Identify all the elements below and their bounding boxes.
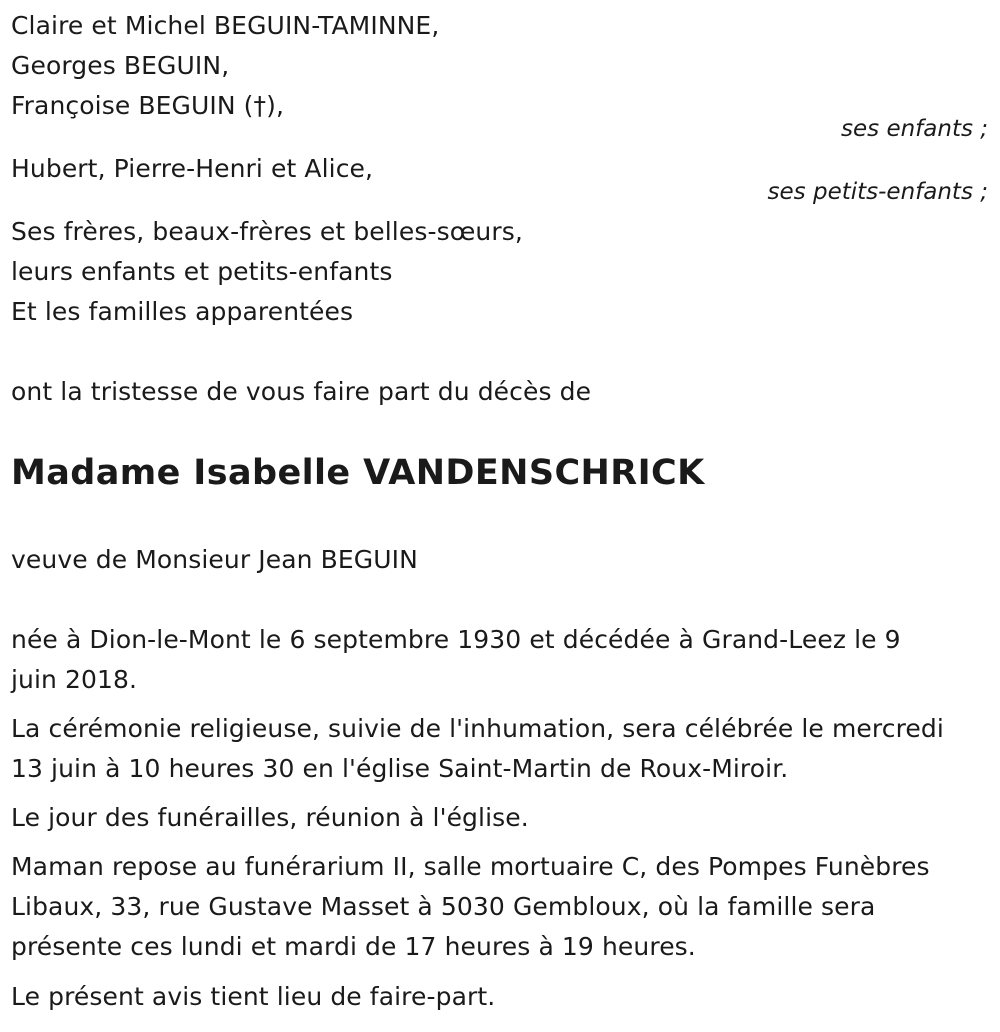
extended-family-line-2: leurs enfants et petits-enfants bbox=[11, 257, 393, 286]
birth-death-line-1: née à Dion-le-Mont le 6 septembre 1930 et décédée à Grand-Leez le 9 bbox=[11, 625, 901, 654]
rest-line-1: Maman repose au funérarium II, salle mortuaire C, des Pompes Funèbres bbox=[11, 852, 930, 881]
family-child-line-2: Georges BEGUIN, bbox=[11, 51, 230, 80]
family-child-line-1: Claire et Michel BEGUIN-TAMINNE, bbox=[11, 11, 440, 40]
birth-death-line-2: juin 2018. bbox=[11, 665, 138, 694]
rest-line-3: présente ces lundi et mardi de 17 heures à 19 heures. bbox=[11, 932, 696, 961]
gathering-text: Le jour des funérailles, réunion à l'église. bbox=[11, 803, 529, 832]
grandchildren-role-label: ses petits-enfants ; bbox=[767, 179, 988, 205]
deceased-name: Madame Isabelle VANDENSCHRICK bbox=[11, 453, 705, 493]
grandchildren-line: Hubert, Pierre-Henri et Alice, bbox=[11, 154, 374, 183]
rest-line-2: Libaux, 33, rue Gustave Masset à 5030 Gembloux, où la famille sera bbox=[11, 892, 876, 921]
announcement-text: ont la tristesse de vous faire part du décès de bbox=[11, 377, 592, 406]
widow-of-text: veuve de Monsieur Jean BEGUIN bbox=[11, 545, 418, 574]
ceremony-line-2: 13 juin à 10 heures 30 en l'église Saint-Martin de Roux-Miroir. bbox=[11, 754, 789, 783]
family-child-line-3: Françoise BEGUIN (†), bbox=[11, 91, 285, 120]
extended-family-line-3: Et les familles apparentées bbox=[11, 297, 354, 326]
notice-text: Le présent avis tient lieu de faire-part. bbox=[11, 982, 496, 1011]
children-role-label: ses enfants ; bbox=[841, 116, 988, 142]
ceremony-line-1: La cérémonie religieuse, suivie de l'inhumation, sera célébrée le mercredi bbox=[11, 714, 944, 743]
extended-family-line-1: Ses frères, beaux-frères et belles-sœurs, bbox=[11, 217, 523, 246]
